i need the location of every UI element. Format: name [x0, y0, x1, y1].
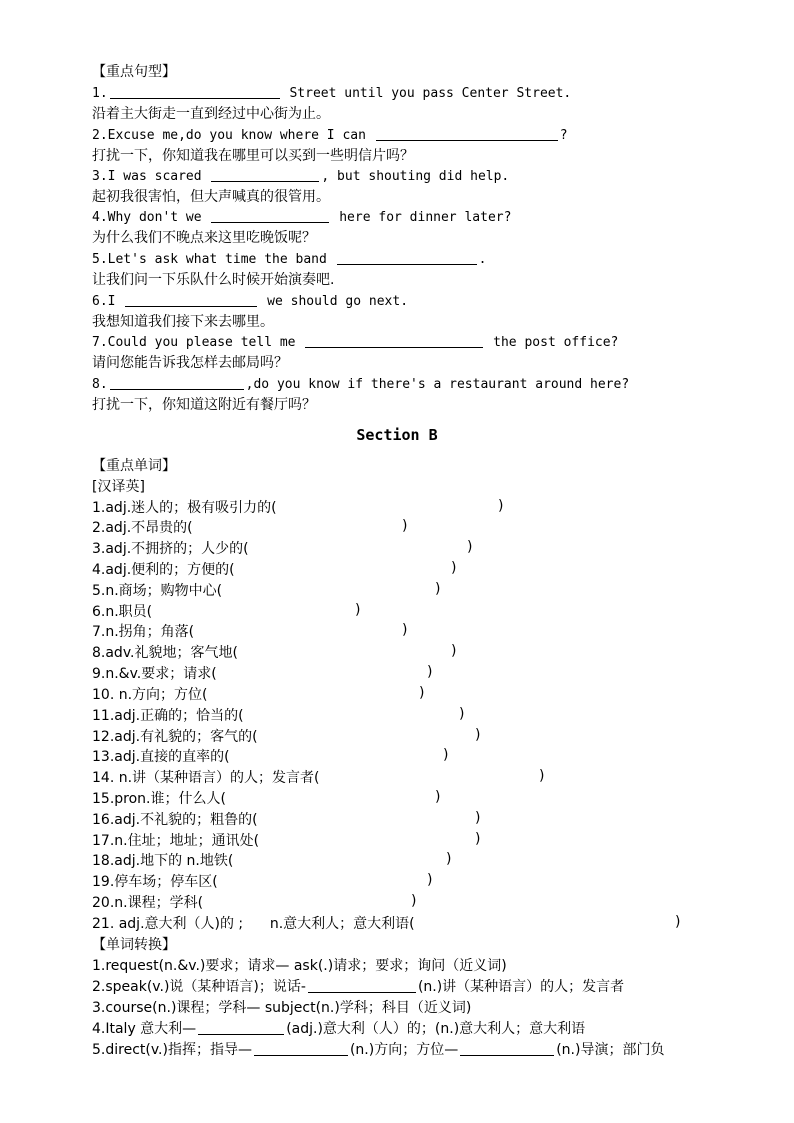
answer-blank[interactable]	[254, 1041, 348, 1056]
answer-blank[interactable]	[337, 250, 477, 265]
sentence-6: 6.I we should go next.	[92, 294, 409, 309]
answer-blank[interactable]	[305, 333, 483, 348]
answer-blank[interactable]	[110, 84, 280, 99]
close-paren: )	[446, 851, 452, 867]
word-item: 3.adj.不拥挤的；人少的(	[92, 541, 249, 557]
section-b-title: Section B	[356, 426, 438, 444]
sentences-heading: 【重点句型】	[92, 64, 176, 80]
sentence-6-cn: 我想知道我们接下来去哪里。	[92, 314, 274, 330]
word-item: 20.n.课程；学科(	[92, 895, 204, 911]
word-item: 15.pron.谁；什么人(	[92, 791, 226, 807]
word-item: 13.adj.直接的直率的(	[92, 749, 230, 765]
transform-item: 4.Italy 意大利— (adj.)意大利（人）的；(n.)意大利人；意大利语	[92, 1021, 586, 1037]
close-paren: )	[427, 872, 433, 888]
transform-item: 1.request(n.&v.)要求；请求— ask(.)请求；要求；询问（近义词)	[92, 958, 507, 974]
word-item: 12.adj.有礼貌的；客气的(	[92, 729, 258, 745]
answer-blank[interactable]	[211, 167, 319, 182]
transform-item: 2.speak(v.)说（某种语言)；说话- (n.)讲（某种语言）的人；发言者	[92, 979, 625, 995]
sentence-5-cn: 让我们问一下乐队什么时候开始演奏吧.	[92, 272, 335, 288]
sentence-8: 8. ,do you know if there's a restaurant around here?	[92, 377, 630, 392]
word-item: 7.n.拐角；角落(	[92, 624, 195, 640]
word-item: 4.adj.便利的；方便的(	[92, 562, 235, 578]
word-item: 11.adj.正确的；恰当的(	[92, 708, 244, 724]
words-heading: 【重点单词】	[92, 458, 176, 474]
word-item: 14. n.讲（某种语言）的人；发言者(	[92, 770, 320, 786]
sentence-8-cn: 打扰一下，你知道这附近有餐厅吗？	[92, 397, 316, 413]
close-paren: )	[475, 831, 481, 847]
close-paren: )	[539, 768, 545, 784]
close-paren: )	[443, 747, 449, 763]
transform-heading: 【单词转换】	[92, 937, 176, 953]
sentence-4: 4.Why don't we here for dinner later?	[92, 210, 512, 225]
close-paren: )	[451, 560, 457, 576]
answer-blank[interactable]	[198, 1020, 284, 1035]
sentence-1: 1. Street until you pass Center Street.	[92, 86, 572, 101]
close-paren: )	[411, 893, 417, 909]
close-paren: )	[402, 518, 408, 534]
word-item: 18.adj.地下的 n.地铁(	[92, 853, 234, 869]
answer-blank[interactable]	[376, 126, 558, 141]
close-paren: )	[402, 622, 408, 638]
sentence-3: 3.I was scared , but shouting did help.	[92, 169, 510, 184]
answer-blank[interactable]	[460, 1041, 554, 1056]
word-item: 6.n.职员(	[92, 604, 153, 620]
close-paren: )	[475, 810, 481, 826]
close-paren: )	[498, 498, 504, 514]
sentence-1-cn: 沿着主大街走一直到经过中心街为止。	[92, 106, 330, 122]
close-paren: )	[419, 685, 425, 701]
word-item: 5.n.商场；购物中心(	[92, 583, 223, 599]
answer-blank[interactable]	[110, 375, 244, 390]
close-paren: )	[355, 602, 361, 618]
transform-item: 3.course(n.)课程；学科— subject(n.)学科；科目（近义词)	[92, 1000, 472, 1016]
close-paren: )	[451, 643, 457, 659]
word-item: 16.adj.不礼貌的；粗鲁的(	[92, 812, 258, 828]
sentence-4-cn: 为什么我们不晚点来这里吃晚饭呢？	[92, 230, 316, 246]
sentence-2-cn: 打扰一下，你知道我在哪里可以买到一些明信片吗？	[92, 148, 414, 164]
answer-blank[interactable]	[211, 208, 329, 223]
word-item: 1.adj.迷人的；极有吸引力的(	[92, 500, 277, 516]
answer-blank[interactable]	[308, 978, 416, 993]
word-item: 9.n.&v.要求；请求(	[92, 666, 217, 682]
word-item: 2.adj.不昂贵的(	[92, 520, 193, 536]
close-paren: )	[675, 914, 681, 930]
sentence-2: 2.Excuse me,do you know where I can ?	[92, 128, 568, 143]
word-item: 19.停车场；停车区(	[92, 874, 218, 890]
sentence-7: 7.Could you please tell me the post office?	[92, 335, 619, 350]
transform-item: 5.direct(v.)指挥；指导— (n.)方向；方位— (n.)导演；部门负	[92, 1042, 665, 1058]
answer-blank[interactable]	[125, 292, 257, 307]
close-paren: )	[459, 706, 465, 722]
word-item: 10. n.方向；方位(	[92, 687, 208, 703]
word-item: 17.n.住址；地址；通讯处(	[92, 833, 260, 849]
sentence-7-cn: 请问您能告诉我怎样去邮局吗？	[92, 355, 288, 371]
sentence-5: 5.Let's ask what time the band .	[92, 252, 487, 267]
close-paren: )	[427, 664, 433, 680]
words-subheading: [汉译英]	[92, 479, 145, 495]
word-item: 8.adv.礼貌地；客气地(	[92, 645, 238, 661]
close-paren: )	[435, 789, 441, 805]
close-paren: )	[475, 727, 481, 743]
close-paren: )	[467, 539, 473, 555]
word-item: 21. adj.意大利（人)的 ; n.意大利人；意大利语(	[92, 916, 415, 932]
close-paren: )	[435, 581, 441, 597]
sentence-3-cn: 起初我很害怕，但大声喊真的很管用。	[92, 189, 330, 205]
